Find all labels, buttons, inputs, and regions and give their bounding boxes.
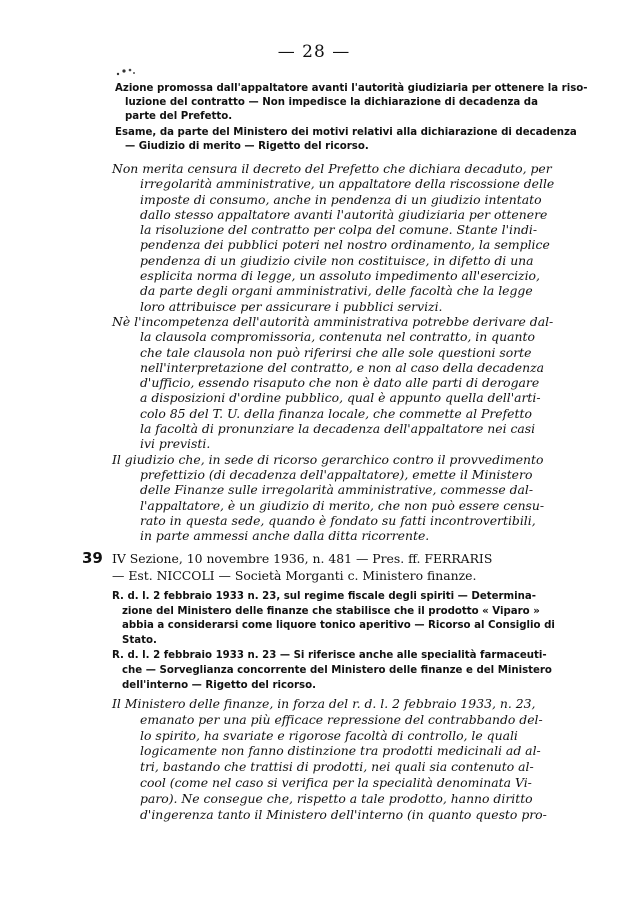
case-citation bbox=[82, 549, 557, 584]
heading-line: Azione promossa dall'appaltatore avanti l'autorità giudiziaria per ottenere la riso- bbox=[115, 83, 588, 94]
page-number: — 28 — bbox=[277, 42, 351, 62]
ink-smudge-mark bbox=[115, 66, 137, 78]
case-line-2: — Est. NICCOLI — Società Morganti c. Ministero finanze. bbox=[112, 568, 477, 583]
maxim-line: in parte ammessi anche dalla ditta ricorrente. bbox=[140, 528, 430, 544]
maxim-line: loro attribuisce per assicurare i pubblici servizi. bbox=[140, 298, 443, 314]
maxim-line: nell'interpretazione del contratto, e non al caso della decadenza bbox=[140, 359, 544, 375]
heading-line: Stato. bbox=[122, 634, 157, 646]
maxim-line: pendenza di un giudizio civile non costituisce, in difetto di una bbox=[140, 252, 534, 268]
maxim-line: prefettizio (di decadenza dell'appaltatore), emette il Ministero bbox=[140, 466, 533, 482]
heading-1 bbox=[115, 82, 588, 125]
maxim-line: Nè l'incompetenza dell'autorità amministrativa potrebbe derivare dal- bbox=[112, 313, 554, 329]
maxim-line: Non merita censura il decreto del Prefetto che dichiara decaduto, per bbox=[112, 161, 552, 176]
maxim-line: logicamente non fanno distinzione tra prodotti medicinali ad al- bbox=[140, 743, 541, 759]
heading-line: R. d. l. 2 febbraio 1933 n. 23, sul regime fiscale degli spiriti — Determina- bbox=[112, 591, 537, 602]
maxim-line: da parte degli organi amministrativi, delle facoltà che la legge bbox=[140, 283, 533, 299]
heading-2 bbox=[112, 649, 557, 693]
maxim-line: rato in questa sede, quando è fondato su fatti incontrovertibili, bbox=[140, 512, 536, 528]
maxim-3 bbox=[112, 452, 557, 544]
maxim-line: d'ingerenza tanto il Ministero dell'interno (in quanto questo pro- bbox=[140, 806, 547, 822]
maxim-line: ivi previsti. bbox=[140, 436, 211, 452]
maxim-line: paro). Ne consegue che, rispetto a tale prodotto, hanno diritto bbox=[140, 790, 533, 806]
maxim-line: imposte di consumo, anche in pendenza di un giudizio intentato bbox=[140, 191, 542, 207]
maxim-line: tri, bastando che trattisi di prodotti, nei quali sia contenuto al- bbox=[140, 759, 534, 775]
heading-line: luzione del contratto — Non impedisce la dichiarazione di decadenza da bbox=[125, 97, 538, 109]
heading-line: parte del Prefetto. bbox=[125, 111, 233, 123]
summary-headings bbox=[115, 82, 588, 155]
heading-line: Esame, da parte del Ministero dei motivi relativi alla dichiarazione di decadenza bbox=[115, 126, 577, 138]
heading-line: — Giudizio di merito — Rigetto del ricorso. bbox=[125, 140, 369, 152]
maxim-line: colo 85 del T. U. della finanza locale, che commette al Prefetto bbox=[140, 405, 532, 421]
heading-2 bbox=[115, 126, 577, 154]
maxim-2 bbox=[112, 314, 557, 452]
maxims-section-2 bbox=[112, 696, 557, 822]
heading-line: che — Sorveglianza concorrente del Ministero delle finanze e del Ministero bbox=[122, 664, 552, 676]
maxim-line: delle Finanze sulle irregolarità amministrative, commesse dal- bbox=[140, 482, 534, 498]
heading-1 bbox=[112, 590, 557, 648]
heading-line: dell'interno — Rigetto del ricorso. bbox=[122, 679, 316, 691]
maxim-line: irregolarità amministrative, un appaltatore della riscossione delle bbox=[140, 176, 555, 192]
maxim-line: Il Ministero delle finanze, in forza del r. d. l. 2 febbraio 1933, n. 23, bbox=[112, 696, 536, 711]
maxim-line: d'ufficio, essendo risaputo che non è dato alle parti di derogare bbox=[140, 375, 540, 391]
maxim-line: la facoltà di pronunziare la decadenza dell'appaltatore nei casi bbox=[140, 421, 536, 437]
maxim-line: l'appaltatore, è un giudizio di merito, che non può essere censu- bbox=[140, 497, 545, 513]
maxim-1 bbox=[112, 696, 557, 822]
maxim-line: che tale clausola non può riferirsi che alle sole questioni sorte bbox=[140, 344, 532, 360]
maxim-line: la risoluzione del contratto per colpa del comune. Stante l'indi- bbox=[140, 222, 538, 238]
maxim-line: la clausola compromissoria, contenuta nel contratto, in quanto bbox=[140, 329, 535, 345]
maxim-line: cool (come nel caso si verifica per la specialità denominata Vi- bbox=[140, 774, 532, 790]
maxim-line: emanato per una più efficace repressione del contrabbando del- bbox=[140, 711, 543, 727]
maxim-line: dallo stesso appaltatore avanti l'autorità giudiziaria per ottenere bbox=[140, 206, 548, 222]
summary-headings-2 bbox=[112, 590, 557, 694]
maxim-line: a disposizioni d'ordine pubblico, qual è appunto quella dell'arti- bbox=[140, 390, 541, 406]
maxim-1 bbox=[112, 161, 557, 314]
heading-line: zione del Ministero delle finanze che stabilisce che il prodotto « Viparo » bbox=[122, 605, 540, 617]
maxims-section bbox=[112, 161, 557, 543]
maxim-line: Il giudizio che, in sede di ricorso gerarchico contro il provvedimento bbox=[112, 451, 544, 467]
maxim-line: pendenza dei pubblici poteri nel nostro ordinamento, la semplice bbox=[140, 237, 550, 253]
maxim-line: lo spirito, ha svariate e rigorose facoltà di controllo, le quali bbox=[140, 727, 518, 743]
case-number: 39 bbox=[82, 549, 103, 567]
heading-line: abbia a considerarsi come liquore tonico aperitivo — Ricorso al Consiglio di bbox=[122, 620, 555, 632]
case-line-1: IV Sezione, 10 novembre 1936, n. 481 — Pres. ff. FERRARIS bbox=[112, 551, 493, 566]
heading-line: R. d. l. 2 febbraio 1933 n. 23 — Si riferisce anche alle specialità farmaceuti- bbox=[112, 650, 547, 662]
maxim-line: esplicita norma di legge, un assoluto impedimento all'esercizio, bbox=[140, 268, 540, 284]
